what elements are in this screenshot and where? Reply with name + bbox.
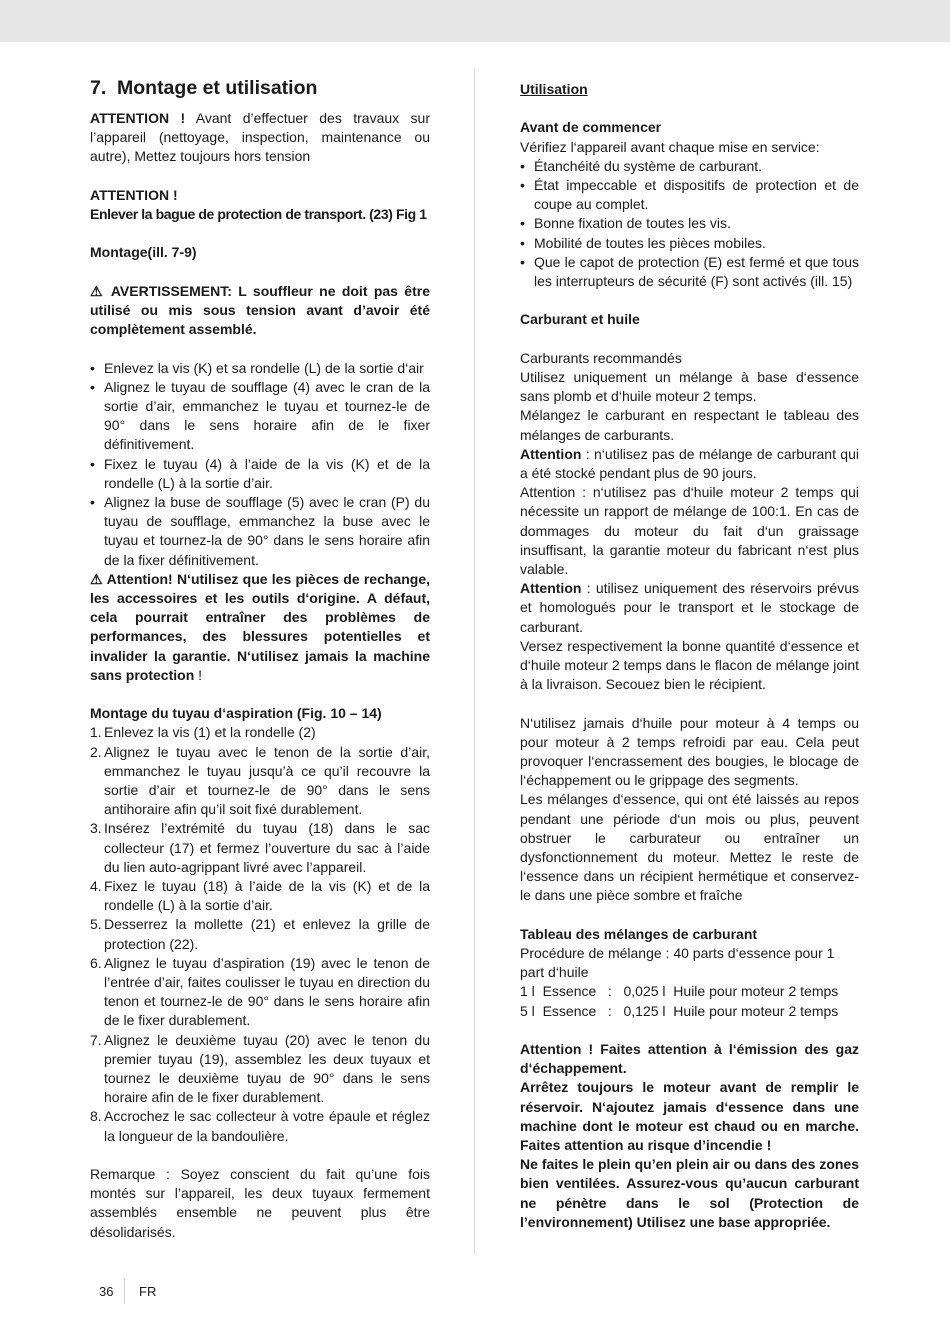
list-item: • Que le capot de protection (E) est fermé et que tous les interrupteurs de sécurité (F) sont activés (ill. 15) [520,253,859,291]
section-title-text: Montage et utilisation [117,77,318,99]
item-text: Insérez l’extrémité du tuyau (18) dans le sac collecteur (17) et fermez l’ouverture du sac à l’aide du lien auto-agrippant livré avec l’appareil. [104,820,430,875]
list-item [90,1031,430,1108]
column-divider [474,68,475,1254]
left-column [90,74,430,1242]
fuel-paragraph-4: N‘utilisez jamais d‘huile pour moteur à 4 temps ou pour moteur à 2 temps refroidi par eau. Cela peut provoquer l‘encrassement des bougies, le blocage de l‘échappement ou le grippage des segments. [520,714,859,789]
list-item: • Bonne fixation de toutes les vis. [520,214,859,233]
fuel-recommended: Carburants recommandés [520,349,682,366]
item-text: Alignez le tuyau d’aspiration (19) avec le tenon de l’entrée d’air, faites coulisser le tuyau en direction du tenon et tournez-le de 90° dans le sens horaire afin de le fixer durablement. [104,954,430,1029]
list-item [90,743,430,820]
fuel-attention-3 [520,579,859,637]
final-paragraph-1: Arrêtez toujours le moteur avant de remplir le réservoir. N‘ajoutez jamais d‘essence dans une machine dont le moteur est chaud ou en marche. Faites attention au risque d’incendie ! [520,1079,859,1154]
attention-label-2: ATTENTION ! [90,186,178,203]
section-title [90,74,430,109]
list-item [90,915,430,953]
list-item [90,819,430,877]
item-text: Desserrez la mollette (21) et enlevez la grille de protection (22). [104,916,430,952]
montage-steps-list [90,359,430,570]
fuel-paragraph-5: Les mélanges d‘essence, qui ont été laissés au repos pendant une période d‘un mois ou plus, peuvent obstruer le carburateur ou entraîner un dysfonctionnement du moteur. Mettez le reste de l‘essence dans un récipient hermétique et conservez-le dans une pièce sombre et fraîche [520,791,859,904]
item-text: Alignez le tuyau avec le tenon de la sortie d’air, emmanchez le tuyau jusqu’à ce qu’il recouvre la sortie d’air et tournez-le de 90° dans le sens antihoraire afin qu’il soit fixé durablement. [104,743,430,818]
item-number: 4. [90,878,102,895]
before-heading: Avant de commencer [520,119,662,136]
section-number: 7. [90,77,107,99]
list-item [90,954,430,1031]
list-item [90,1107,430,1145]
aspiration-heading: Montage du tuyau d‘aspiration (Fig. 10 – 14) [90,705,382,722]
warning-paragraph: ⚠ AVERTISSEMENT: L souffleur ne doit pas être utilisé ou mis sous tension avant d’avoir été complètement assemblé. [90,282,430,338]
utilisation-heading: Utilisation [520,81,588,97]
mix-heading: Tableau des mélanges de carburant [520,925,758,942]
attention-label: Attention [520,445,582,462]
fuel-attention-1 [520,445,859,483]
fuel-paragraph-1: Utilisez uniquement un mélange à base d‘essence sans plomb et d‘huile moteur 2 temps. [520,369,859,405]
right-column [520,74,859,1232]
list-item: • Mobilité de toutes les pièces mobiles. [520,234,859,253]
item-number: 3. [90,820,102,837]
final-warning: Attention ! Faites attention à l‘émission des gaz d‘échappement. [520,1041,859,1077]
list-item: • Étanchéité du système de carburant. [520,157,859,176]
list-item: • Enlevez la vis (K) et sa rondelle (L) de la sortie d‘air [90,359,430,378]
mix-row: 5 l Essence : 0,125 l Huile pour moteur 2 temps [520,1002,839,1019]
attention-label: ATTENTION ! [90,110,186,126]
montage-heading: Montage(ill. 7-9) [90,244,197,261]
item-number: 7. [90,1031,102,1048]
attention-paragraph-3 [90,570,430,685]
fuel-paragraph-3: Versez respectivement la bonne quantité d‘essence et d‘huile moteur 2 temps dans le flacon de mélange joint à la livraison. Secouez bien le récipient. [520,637,859,693]
attention-end: ! [194,666,203,683]
list-item [90,723,430,742]
checks-list [520,157,859,291]
list-item: • État impeccable et dispositifs de protection et de coupe au complet. [520,176,859,214]
list-item [90,877,430,915]
mix-procedure: Procédure de mélange : 40 parts d‘essence pour 1 part d‘huile [520,945,835,981]
item-number: 6. [90,954,102,971]
before-intro: Vérifiez l‘appareil avant chaque mise en service: [520,138,820,155]
item-number: 8. [90,1108,102,1125]
list-item: • Alignez la buse de soufflage (5) avec le cran (P) du tuyau de soufflage, emmanchez la buse avec le tuyau et tournez-la de 90° dans le sens horaire afin de la fixer définitivement. [90,493,430,570]
attention-paragraph-1 [90,109,430,167]
list-item: • Alignez le tuyau de soufflage (4) avec le cran de la sortie d’air, emmanchez le tuyau et tournez-le de 90° dans le sens horaire afin de le fixer définitivement. [90,378,430,455]
top-band [0,0,950,42]
item-number: 1. [90,724,102,741]
page-number: 36 [99,1284,114,1299]
attention-text: : utilisez uniquement des réservoirs prévus et homologués pour le transport et le stockage de carburant. [520,580,859,635]
attention-text-2: Enlever la bague de protection de transport. (23) Fig 1 [90,206,427,222]
fuel-paragraph-2: Mélangez le carburant en respectant le tableau des mélanges de carburants. [520,407,859,443]
list-item: • Fixez le tuyau (4) à l’aide de la vis (K) et de la rondelle (L) à la sortie d’air. [90,455,430,493]
item-text: Accrochez le sac collecteur à votre épaule et réglez la longueur de la bandoulière. [104,1108,430,1144]
aspiration-steps-list [90,723,430,1145]
item-number: 2. [90,743,102,760]
item-number: 5. [90,916,102,933]
fuel-heading: Carburant et huile [520,311,640,328]
footer-separator [124,1278,125,1304]
final-paragraph-2: Ne faites le plein qu’en plein air ou dans des zones bien ventilées. Assurez-vous qu’aucun carburant ne pénètre dans le sol (Protection de l’environnement) Utilisez une base appropriée. [520,1156,859,1230]
language-label: FR [139,1284,157,1299]
attention-text-3: ⚠ Attention! N‘utilisez que les pièces de rechange, les accessoires et les outils d‘origine. A défaut, cela pourrait entraîner des problèmes de performances, des blessures potentielles et invalider la garantie. N‘utilisez jamais la machine sans protection [90,570,430,683]
fuel-attention-2: Attention : n‘utilisez pas d‘huile moteur 2 temps qui nécessite un rapport de mélange de 100:1. En cas de dommages du moteur du fait d‘un graissage insuffisant, la garantie moteur du fabricant n‘est plus valable. [520,484,859,578]
attention-label: Attention [520,580,582,597]
remark-paragraph: Remarque : Soyez conscient du fait qu’une fois montés sur l’appareil, les deux tuyaux fermement assemblés ensemble ne peuvent plus être désolidarisés. [90,1166,430,1240]
attention-text: : n‘utilisez pas de mélange de carburant qui a été stocké pendant plus de 90 jours. [520,445,859,482]
mix-row: 1 l Essence : 0,025 l Huile pour moteur 2 temps [520,983,839,1000]
item-text: Fixez le tuyau (18) à l’aide de la vis (K) et de la rondelle (L) à la sortie d’air. [104,878,430,914]
attention-text: Avant d’effectuer des travaux sur l’appareil (nettoyage, inspection, maintenance ou autre), Mettez toujours hors tension [90,110,430,165]
item-text: Alignez le deuxième tuyau (20) avec le tenon du premier tuyau (19), assemblez les deux tuyaux et tournez le deuxième tuyau de 90° dans le sens horaire afin de le fixer durablement. [104,1031,430,1106]
item-text: Enlevez la vis (1) et la rondelle (2) [104,724,316,741]
